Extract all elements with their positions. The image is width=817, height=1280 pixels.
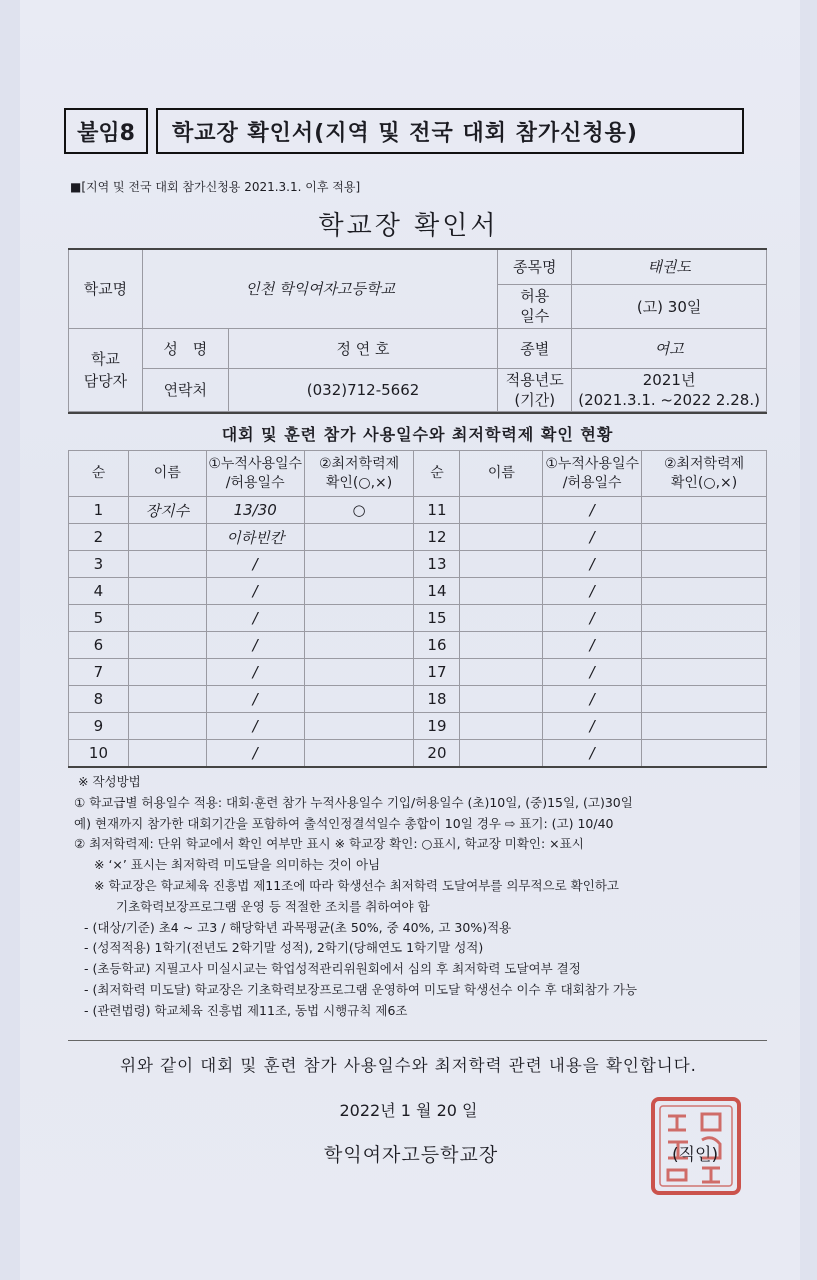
writing-instructions (74, 772, 774, 1022)
cell-no: 4 (69, 578, 129, 605)
col-header-name: 이름 (460, 451, 543, 497)
cell-no: 2 (69, 524, 129, 551)
cell-no: 17 (414, 659, 460, 686)
cell-days: / (206, 605, 304, 632)
cell-min (304, 686, 414, 713)
cell-no: 12 (414, 524, 460, 551)
cell-no: 11 (414, 497, 460, 524)
cell-no: 3 (69, 551, 129, 578)
cell-no: 5 (69, 605, 129, 632)
cell-days: / (543, 740, 642, 768)
name-value: 정 연 호 (228, 328, 498, 368)
cell-days: / (543, 497, 642, 524)
contact-value: (032)712-5662 (228, 368, 498, 411)
instruction-line: - (대상/기준) 초4 ~ 고3 / 해당학년 과목평균(초 50%, 중 40%, 고 30%)적용 (84, 919, 512, 935)
cell-days: / (543, 713, 642, 740)
cell-no: 8 (69, 686, 129, 713)
instruction-line: 예) 현재까지 참가한 대회기간을 포함하여 출석인정결석일수 총합이 10일 경우 ⇨ 표기: (고) 10/40 (74, 815, 614, 831)
table-row (69, 632, 767, 659)
cell-no: 6 (69, 632, 129, 659)
cell-min (642, 578, 767, 605)
cell-days: / (543, 524, 642, 551)
instruction-line: 기초학력보장프로그램 운영 등 적절한 조치를 취하여야 함 (116, 898, 430, 914)
cell-min: ○ (304, 497, 414, 524)
instruction-line: - (관련법령) 학교체육 진흥법 제11조, 동법 시행규칙 제6조 (84, 1002, 408, 1018)
cell-name (460, 605, 543, 632)
cell-no: 18 (414, 686, 460, 713)
instruction-line: ① 학교급별 허용일수 적용: 대회·훈련 참가 누적사용일수 기입/허용일수 (초)10일, (중)15일, (고)30일 (74, 794, 633, 810)
document-header-title: 학교장 확인서(지역 및 전국 대회 참가신청용) (156, 108, 744, 154)
period-value: 2021년 (2021.3.1. ~2022 2.28.) (572, 368, 767, 411)
sport-label: 종목명 (498, 249, 572, 284)
cell-min (642, 659, 767, 686)
cell-min (642, 605, 767, 632)
cell-no: 10 (69, 740, 129, 768)
person-in-charge-label: 학교 담당자 (69, 328, 143, 411)
cell-name (128, 578, 206, 605)
cell-days: / (206, 740, 304, 768)
cell-days: / (543, 551, 642, 578)
cell-days: 13/30 (206, 497, 304, 524)
col-header-days: ①누적사용일수 /허용일수 (543, 451, 642, 497)
participation-table (68, 450, 767, 768)
cell-no: 13 (414, 551, 460, 578)
cell-name (128, 686, 206, 713)
instruction-line: ※ ‘×’ 표시는 최저학력 미도달을 의미하는 것이 아님 (94, 857, 381, 873)
instruction-line: - (최저학력 미도달) 학교장은 기초학력보장프로그램 운영하여 미도달 학생선수 이수 후 대회참가 가능 (84, 981, 638, 997)
col-header-days: ①누적사용일수 /허용일수 (206, 451, 304, 497)
cell-name (128, 740, 206, 768)
instruction-line: - (초등학교) 지필고사 미실시교는 학업성적관리위원회에서 심의 후 최저학력 도달여부 결정 (84, 961, 581, 977)
cell-min (304, 659, 414, 686)
cell-days: / (543, 659, 642, 686)
table-row (69, 740, 767, 768)
cell-name: 장지수 (128, 497, 206, 524)
cell-min (642, 740, 767, 768)
cell-no: 16 (414, 632, 460, 659)
table-row (69, 497, 767, 524)
cell-days: / (543, 578, 642, 605)
cell-days: / (206, 551, 304, 578)
cell-name (460, 578, 543, 605)
instructions-title: ※ 작성방법 (78, 774, 141, 789)
cell-min (304, 740, 414, 768)
cell-no: 1 (69, 497, 129, 524)
cell-name (128, 659, 206, 686)
category-value: 여고 (572, 328, 767, 368)
col-header-no: 순 (69, 451, 129, 497)
cell-name (460, 497, 543, 524)
cell-min (304, 605, 414, 632)
cell-days: / (206, 686, 304, 713)
cell-min (304, 578, 414, 605)
cell-days: / (543, 686, 642, 713)
name-label: 성 명 (142, 328, 228, 368)
cell-no: 15 (414, 605, 460, 632)
cell-name (460, 659, 543, 686)
table-row (69, 524, 767, 551)
col-header-no: 순 (414, 451, 460, 497)
allowed-days-label: 허용 일수 (498, 284, 572, 328)
period-label: 적용년도 (기간) (498, 368, 572, 411)
col-header-name: 이름 (128, 451, 206, 497)
principal-name: 학익여자고등학교장 (324, 1144, 499, 1166)
attachment-tag: 붙임8 (64, 108, 148, 154)
cell-days: / (543, 605, 642, 632)
table-row (69, 578, 767, 605)
category-label: 종별 (498, 328, 572, 368)
col-header-min-academic: ②최저학력제 확인(○,×) (304, 451, 414, 497)
instruction-line: ② 최저학력제: 단위 학교에서 확인 여부만 표시 ※ 학교장 확인: ○표시, 학교장 미확인: ×표시 (74, 836, 584, 852)
cell-name (128, 713, 206, 740)
cell-name (128, 632, 206, 659)
document-date: 2022년 1 월 20 일 (339, 1101, 478, 1120)
seal-label: (직인) (672, 1145, 719, 1165)
cell-no: 20 (414, 740, 460, 768)
cell-name (128, 551, 206, 578)
cell-name (460, 632, 543, 659)
cell-days: / (206, 632, 304, 659)
cell-name (460, 524, 543, 551)
cell-min (304, 524, 414, 551)
table-row (69, 686, 767, 713)
cell-min (642, 686, 767, 713)
cell-min (304, 632, 414, 659)
cell-min (642, 524, 767, 551)
instruction-line: ※ 학교장은 학교체육 진흥법 제11조에 따라 학생선수 최저학력 도달여부를 의무적으로 확인하고 (94, 877, 619, 893)
applicability-note: ■[지역 및 전국 대회 참가신청용 2021.3.1. 이후 적용] (70, 180, 361, 194)
cell-no: 14 (414, 578, 460, 605)
divider (68, 1040, 767, 1041)
confirmation-statement: 위와 같이 대회 및 훈련 참가 사용일수와 최저학력 관련 내용을 확인합니다. (120, 1056, 697, 1075)
cell-no: 19 (414, 713, 460, 740)
col-header-min-academic: ②최저학력제 확인(○,×) (642, 451, 767, 497)
table-row (69, 659, 767, 686)
cell-days: / (206, 659, 304, 686)
cell-name (460, 686, 543, 713)
cell-min (642, 713, 767, 740)
cell-name (460, 551, 543, 578)
table-row (69, 713, 767, 740)
page-title: 학교장 확인서 (318, 211, 499, 241)
table-row (69, 605, 767, 632)
instruction-line: - (성적적용) 1학기(전년도 2학기말 성적), 2학기(당해연도 1학기말 성적) (84, 940, 484, 956)
cell-min (642, 551, 767, 578)
cell-no: 9 (69, 713, 129, 740)
school-name-value: 인천 학익여자고등학교 (142, 249, 497, 328)
cell-no: 7 (69, 659, 129, 686)
cell-min (304, 713, 414, 740)
school-name-label: 학교명 (69, 249, 143, 328)
cell-days: / (543, 632, 642, 659)
cell-name (128, 605, 206, 632)
cell-days: / (206, 713, 304, 740)
contact-label: 연락처 (142, 368, 228, 411)
table-row (69, 551, 767, 578)
sport-value: 태권도 (572, 249, 767, 284)
school-info-table (68, 248, 767, 412)
allowed-days-value: (고) 30일 (572, 284, 767, 328)
section-title: 대회 및 훈련 참가 사용일수와 최저학력제 확인 현황 (68, 412, 767, 452)
cell-name (128, 524, 206, 551)
cell-name (460, 740, 543, 768)
cell-days: / (206, 578, 304, 605)
cell-min (642, 497, 767, 524)
cell-min (642, 632, 767, 659)
cell-days: 이하빈칸 (206, 524, 304, 551)
cell-name (460, 713, 543, 740)
cell-min (304, 551, 414, 578)
